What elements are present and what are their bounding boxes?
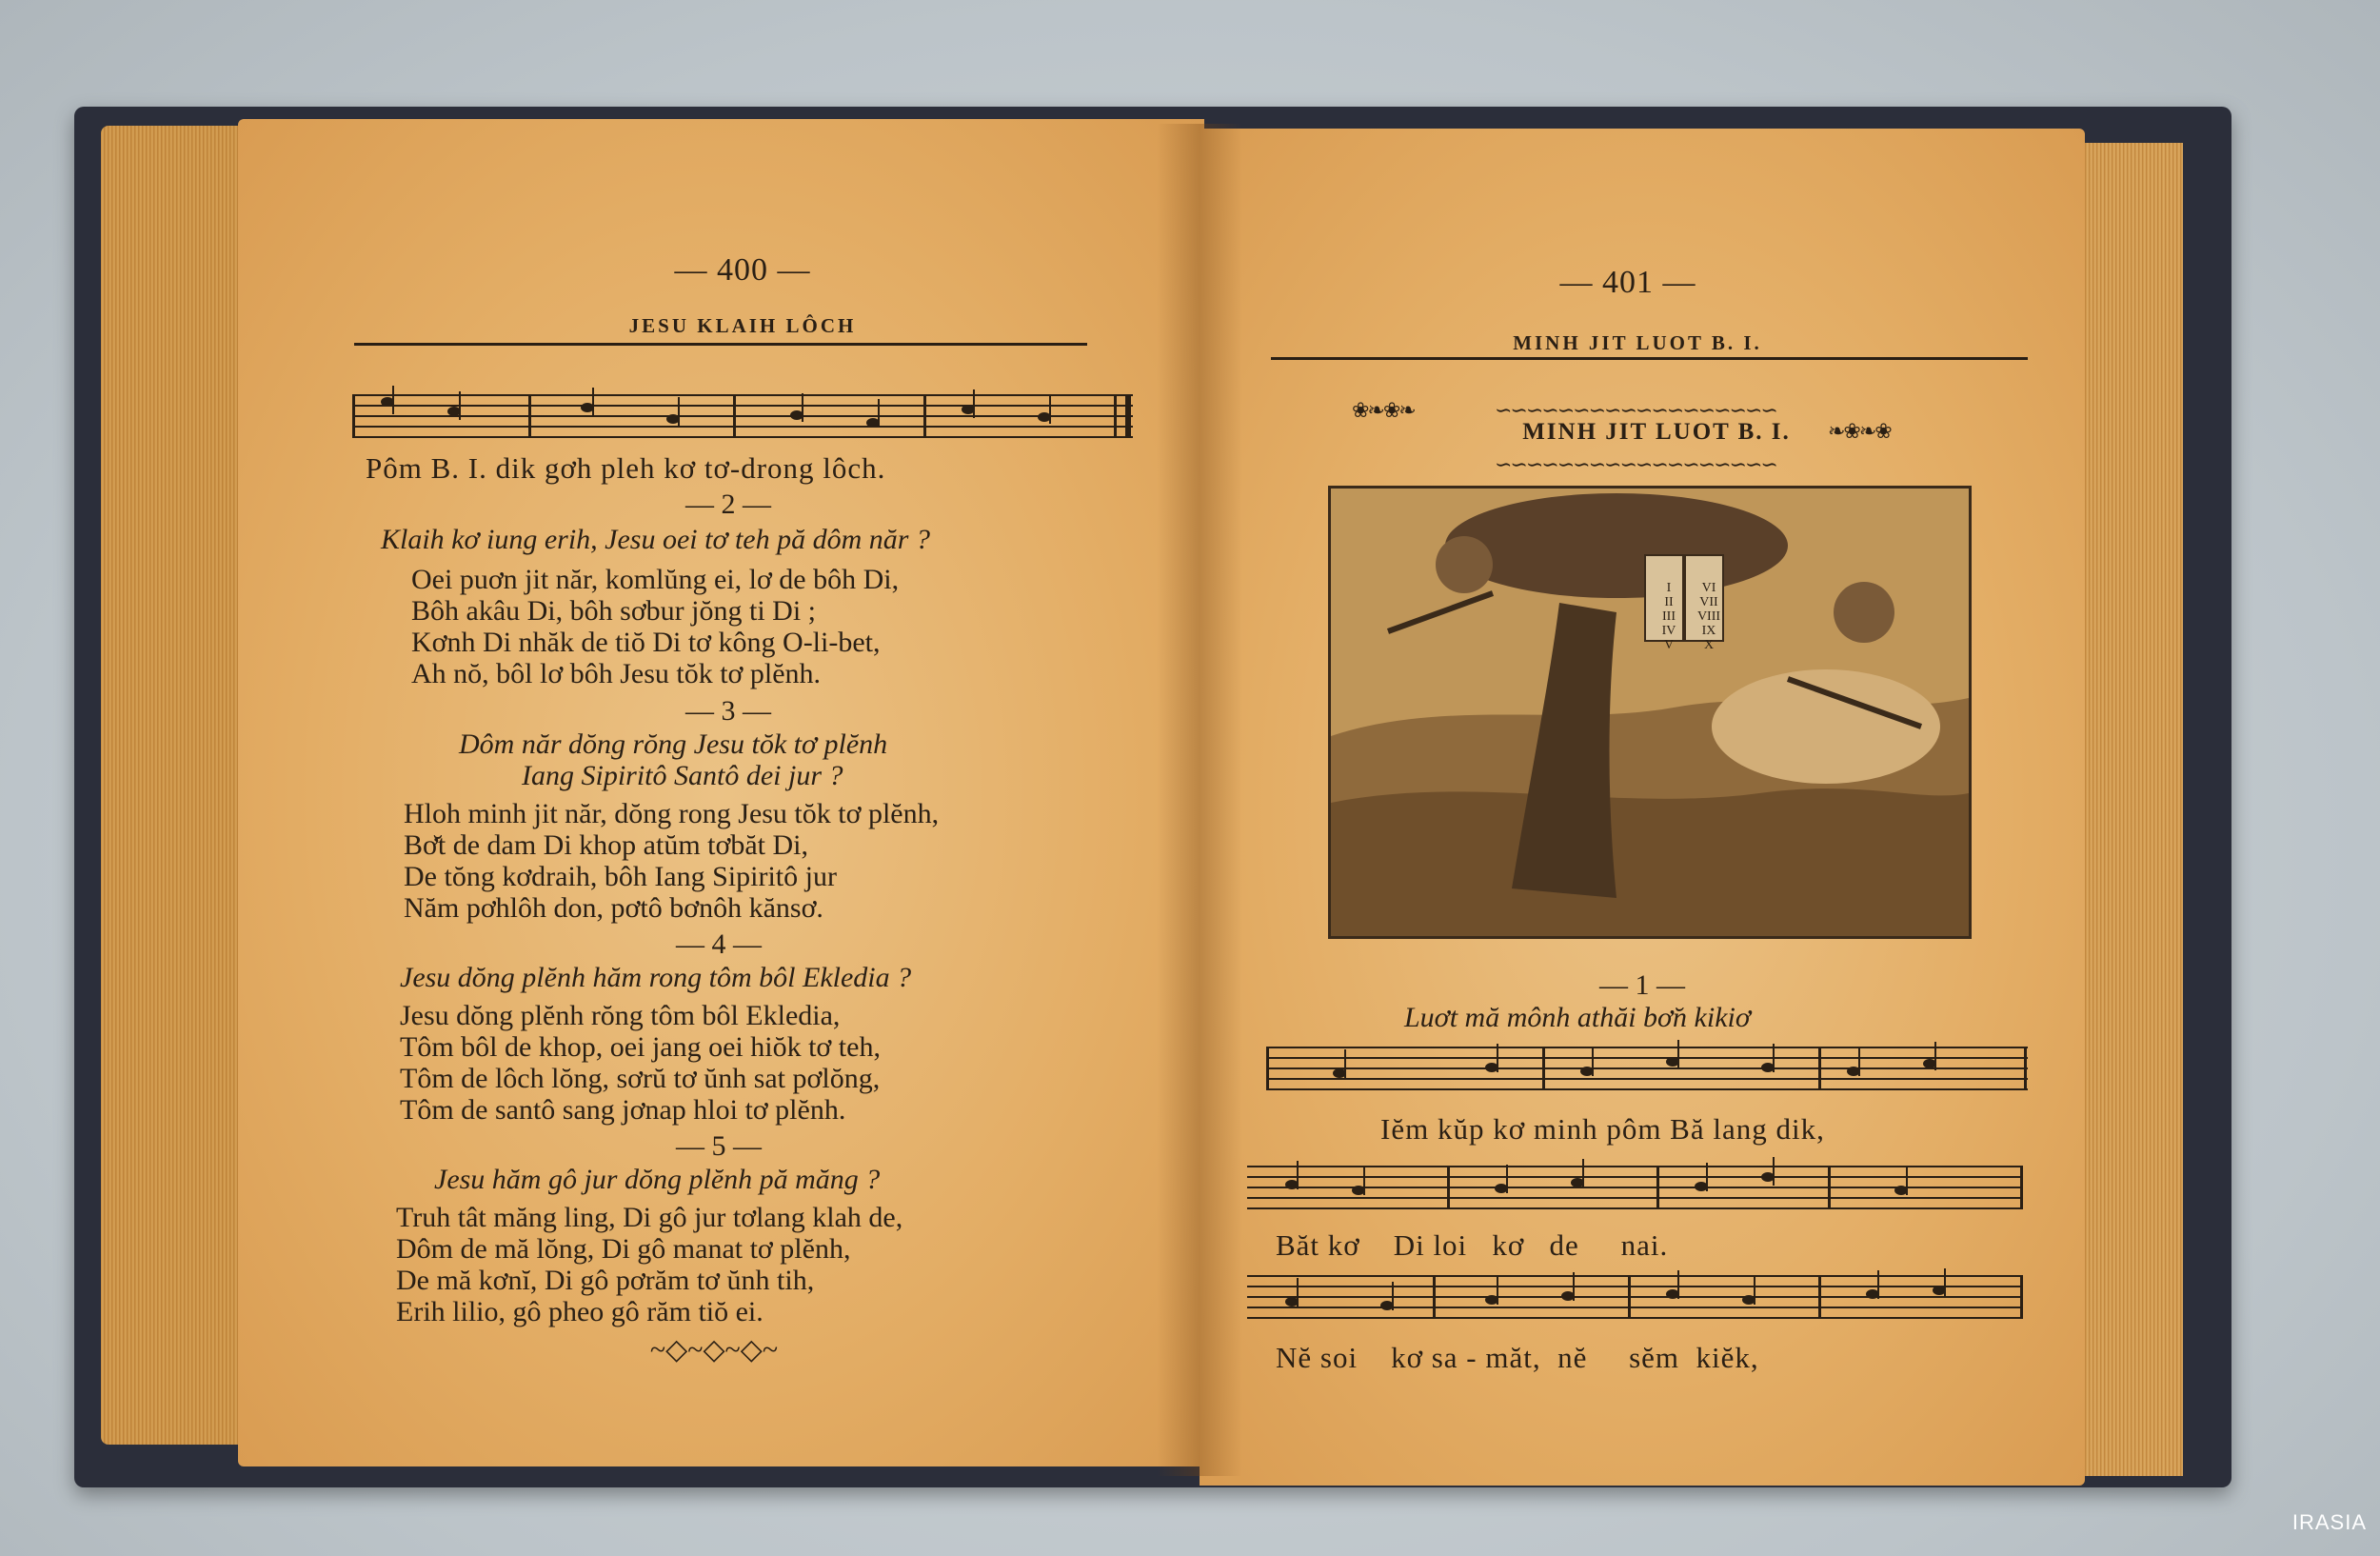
verse-line: Jesu dŏng plĕnh rŏng tôm bôl Ekledia,	[400, 1000, 841, 1031]
page-edges-right	[2071, 143, 2183, 1476]
left-music-staff	[352, 386, 1133, 439]
wave-border-bottom: ∽∽∽∽∽∽∽∽∽∽∽∽∽∽∽∽∽∽	[1495, 452, 1776, 476]
tablet-numeral: V	[1663, 638, 1675, 652]
staff-lyric: Băt kơ Di loi kơ de nai.	[1276, 1228, 1669, 1262]
verse-line: Erih lilio, gô pheo gô răm tiŏ ei.	[396, 1296, 764, 1327]
floral-ornament-right: ❧❀❧❀	[1828, 419, 1891, 443]
staff-lyric: Iĕm kŭp kơ minh pôm Bă lang dik,	[1380, 1112, 1825, 1146]
left-running-head: JESU KLAIH LÔCH	[628, 314, 857, 337]
verse-line: Bôh akâu Di, bôh sơbur jŏng ti Di ;	[411, 595, 817, 627]
section-question: Jesu dŏng plĕnh hăm rong tôm bôl Ekledia ?	[400, 962, 912, 993]
tablet-numeral: III	[1662, 609, 1676, 624]
tablet-numeral: IX	[1701, 624, 1716, 638]
verse-line: Bơ̆t de dam Di khop atŭm tơbăt Di,	[404, 829, 809, 861]
verse-line: De mă kơnĭ, Di gô pơrăm tơ ŭnh tih,	[396, 1265, 815, 1296]
verse-line: Năm pơhlôh don, pơtô bơnôh kănsơ.	[404, 892, 823, 924]
staff-lyric: Nĕ soi kơ sa - măt, nĕ sĕm kiĕk,	[1276, 1341, 1759, 1374]
verse-line: Ah nŏ, bôl lơ bôh Jesu tŏk tơ plĕnh.	[411, 658, 822, 689]
banner-title: MINH JIT LUOT B. I.	[1522, 419, 1791, 445]
tablet-numeral: I	[1666, 581, 1672, 595]
left-staff-lyric: Pôm B. I. dik gơh pleh kơ tơ-drong lôch.	[366, 451, 886, 485]
tablet-numerals-right	[1693, 581, 1725, 652]
section-question: Klaih kơ iung erih, Jesu oei tơ teh pă dôm năr ?	[381, 524, 930, 555]
verse-line: Tôm de lôch lŏng, sơrŭ tơ ŭnh sat pơlŏng,	[400, 1063, 881, 1094]
wave-border-top: ∽∽∽∽∽∽∽∽∽∽∽∽∽∽∽∽∽∽	[1495, 398, 1776, 422]
tablet-numeral: II	[1664, 595, 1674, 609]
right-music-staff-2	[1247, 1157, 2023, 1210]
section-number: — 2 —	[685, 489, 771, 520]
tablet-numeral: VI	[1701, 581, 1716, 595]
end-ornament: ~◇~◇~◇~	[649, 1334, 779, 1366]
verse-line: Hloh minh jit năr, dŏng rong Jesu tŏk tơ plĕnh,	[404, 798, 940, 829]
right-running-head: MINH JIT LUOT B. I.	[1513, 331, 1762, 354]
verse-line: De tŏng kơdraih, bôh Iang Sipiritô jur	[404, 861, 837, 892]
verse-line: Tôm de santô sang jơnap hloi tơ plĕnh.	[400, 1094, 846, 1126]
tablet-numeral: VII	[1699, 595, 1718, 609]
tablet-numeral: VIII	[1696, 609, 1721, 624]
section-number: — 1 —	[1599, 969, 1685, 1001]
section-question: Jesu hăm gô jur dŏng plĕnh pă măng ?	[434, 1164, 881, 1195]
section-question: Iang Sipiritô Santô dei jur ?	[522, 760, 843, 791]
page-edges-left	[101, 126, 253, 1445]
verse-line: Truh tât măng ling, Di gô jur tơlang klah de,	[396, 1202, 903, 1233]
left-page-number: — 400 —	[674, 252, 811, 288]
section-number: — 4 —	[676, 928, 762, 960]
section-number: — 5 —	[676, 1130, 762, 1162]
right-head-rule	[1271, 357, 2028, 360]
verse-line: Tôm bôl de khop, oei jang oei hiŏk tơ teh,	[400, 1031, 881, 1063]
tablet-numerals-left	[1655, 581, 1683, 652]
right-music-staff-3	[1247, 1267, 2023, 1320]
watermark: IRASIA	[2291, 1510, 2367, 1534]
tablet-numeral: IV	[1661, 624, 1676, 638]
section-number: — 3 —	[685, 695, 771, 727]
verse-line: Dôm de mă lŏng, Di gô manat tơ plĕnh,	[396, 1233, 851, 1265]
floral-ornament-left: ❀❧❀❧	[1352, 398, 1415, 422]
right-page-number: — 401 —	[1559, 265, 1696, 300]
tablet-numeral: X	[1703, 638, 1715, 652]
section-question: Dôm năr dŏng rŏng Jesu tŏk tơ plĕnh	[459, 728, 888, 760]
moses-engraving	[1328, 486, 1972, 939]
left-head-rule	[354, 343, 1087, 346]
song-subtitle: Luơt mă mônh athăi bơ̆n kikiơ	[1404, 1002, 1751, 1033]
verse-line: Oei puơn jit năr, komlŭng ei, lơ de bôh Di,	[411, 564, 900, 595]
right-music-staff-1	[1266, 1038, 2028, 1091]
gutter-shadow	[1157, 124, 1242, 1476]
verse-line: Kơnh Di nhăk de tiŏ Di tơ kông O-li-bet,	[411, 627, 881, 658]
